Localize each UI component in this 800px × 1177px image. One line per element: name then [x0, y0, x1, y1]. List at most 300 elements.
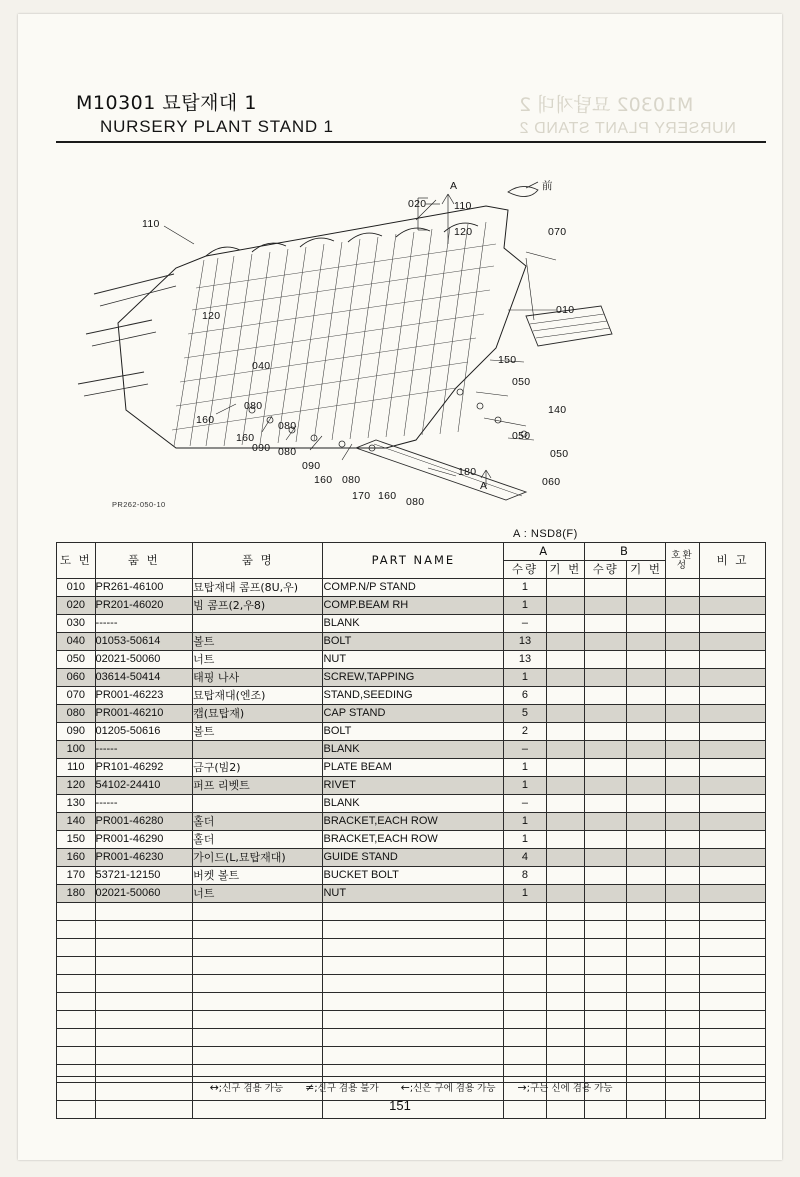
cell-qty-b [585, 831, 627, 849]
cell-empty [546, 1011, 584, 1029]
callout-050-a: 050 [512, 376, 531, 388]
cell-qty-b [585, 759, 627, 777]
cell-empty [95, 1011, 193, 1029]
table-empty-row [57, 903, 766, 921]
compatibility-legend [56, 1076, 766, 1097]
th-compat [665, 543, 699, 579]
cell-empty [700, 1011, 766, 1029]
cell-empty [665, 903, 699, 921]
cell-name-en: COMP.N/P STAND [323, 579, 504, 597]
cell-empty [504, 957, 546, 975]
cell-ref: 070 [57, 687, 96, 705]
cell-empty [95, 957, 193, 975]
cell-qty-a: – [504, 615, 546, 633]
callout-160-b: 160 [236, 432, 255, 444]
cell-empty [585, 903, 627, 921]
cell-empty [193, 975, 323, 993]
cell-part-no: PR001-46223 [95, 687, 193, 705]
cell-empty [546, 903, 584, 921]
cell-qty-b [585, 633, 627, 651]
table-row [57, 597, 766, 615]
th-remark: 비 고 [700, 543, 766, 579]
cell-qty-b [585, 741, 627, 759]
table-row [57, 579, 766, 597]
table-row [57, 615, 766, 633]
table-row [57, 759, 766, 777]
cell-qty-b [585, 813, 627, 831]
title-divider [56, 141, 766, 143]
cell-part-no: PR261-46100 [95, 579, 193, 597]
cell-name-en: PLATE BEAM [323, 759, 504, 777]
callout-080-d: 080 [342, 474, 361, 486]
callout-080-a: 080 [244, 400, 263, 412]
cell-empty [57, 993, 96, 1011]
cell-mark-b [627, 741, 665, 759]
cell-name-ko: 묘탑재대 콤프(8U,우) [193, 579, 323, 597]
cell-empty [323, 1047, 504, 1065]
cell-remark [700, 615, 766, 633]
cell-ref: 090 [57, 723, 96, 741]
cell-qty-b [585, 651, 627, 669]
callout-010: 010 [556, 304, 575, 316]
cell-empty [57, 939, 96, 957]
cell-mark-b [627, 831, 665, 849]
cell-mark-b [627, 759, 665, 777]
cell-empty [627, 921, 665, 939]
table-row [57, 813, 766, 831]
cell-part-no: 53721-12150 [95, 867, 193, 885]
cell-remark [700, 813, 766, 831]
cell-qty-a: 1 [504, 885, 546, 903]
callout-160-d: 160 [378, 490, 397, 502]
cell-qty-b [585, 849, 627, 867]
cell-name-en: NUT [323, 885, 504, 903]
cell-empty [585, 957, 627, 975]
cell-mark-b [627, 597, 665, 615]
cell-part-no: PR001-46280 [95, 813, 193, 831]
cell-remark [700, 723, 766, 741]
cell-name-ko: 태핑 나사 [193, 669, 323, 687]
cell-compat [665, 741, 699, 759]
cell-mark-a [546, 651, 584, 669]
th-group-b: B [585, 543, 666, 561]
cell-qty-a: 5 [504, 705, 546, 723]
page-title-english: NURSERY PLANT STAND 1 [100, 117, 334, 136]
cell-ref: 050 [57, 651, 96, 669]
cell-name-en: BRACKET,EACH ROW [323, 831, 504, 849]
cell-empty [546, 975, 584, 993]
cell-qty-b [585, 867, 627, 885]
table-empty-row [57, 921, 766, 939]
cell-part-no: PR001-46210 [95, 705, 193, 723]
cell-name-en: BRACKET,EACH ROW [323, 813, 504, 831]
callout-090-b: 090 [302, 460, 321, 472]
cell-empty [504, 1047, 546, 1065]
th-qty-b: 수량 [585, 561, 627, 579]
table-row [57, 831, 766, 849]
cell-empty [323, 1011, 504, 1029]
cell-part-no: 01053-50614 [95, 633, 193, 651]
cell-part-no: PR101-46292 [95, 759, 193, 777]
page-title-korean: M10301 묘탑재대 1 [76, 92, 257, 114]
cell-empty [665, 957, 699, 975]
cell-remark [700, 777, 766, 795]
table-row [57, 777, 766, 795]
cell-mark-a [546, 759, 584, 777]
th-part-no: 품 번 [95, 543, 193, 579]
parts-table-body [57, 579, 766, 1119]
cell-part-no: 54102-24410 [95, 777, 193, 795]
cell-empty [95, 1029, 193, 1047]
cell-empty [95, 993, 193, 1011]
cell-mark-a [546, 741, 584, 759]
drawing-number: PR262-050-10 [112, 500, 166, 509]
table-empty-row [57, 993, 766, 1011]
legend-text: ;신은 구에 겸용 가능 [409, 1083, 496, 1094]
cell-empty [95, 975, 193, 993]
cell-remark [700, 597, 766, 615]
cell-mark-b [627, 795, 665, 813]
cell-remark [700, 705, 766, 723]
cell-empty [504, 975, 546, 993]
parts-table-head [57, 543, 766, 579]
legend-symbol-icon: ← [400, 1081, 410, 1094]
cell-empty [193, 939, 323, 957]
table-row [57, 669, 766, 687]
callout-050-b: 050 [512, 430, 531, 442]
cell-empty [627, 1011, 665, 1029]
cell-empty [504, 1029, 546, 1047]
cell-empty [627, 957, 665, 975]
cell-qty-b [585, 579, 627, 597]
callout-120-top: 120 [454, 226, 473, 238]
cell-mark-b [627, 669, 665, 687]
table-row [57, 633, 766, 651]
cell-ref: 130 [57, 795, 96, 813]
cell-compat [665, 633, 699, 651]
cell-qty-b [585, 705, 627, 723]
cell-remark [700, 633, 766, 651]
section-letter-top: A [450, 180, 458, 192]
cell-name-en: COMP.BEAM RH [323, 597, 504, 615]
cell-name-en: BOLT [323, 633, 504, 651]
cell-qty-b [585, 669, 627, 687]
cell-empty [665, 921, 699, 939]
callout-080-c: 080 [278, 446, 297, 458]
cell-empty [323, 903, 504, 921]
callout-180: 180 [458, 466, 477, 478]
cell-remark [700, 651, 766, 669]
cell-mark-a [546, 867, 584, 885]
legend-symbol-icon: → [517, 1081, 527, 1094]
cell-name-ko [193, 615, 323, 633]
cell-empty [627, 903, 665, 921]
cell-empty [95, 1047, 193, 1065]
cell-compat [665, 759, 699, 777]
cell-mark-b [627, 723, 665, 741]
cell-mark-b [627, 579, 665, 597]
cell-name-ko: 너트 [193, 651, 323, 669]
cell-remark [700, 849, 766, 867]
cell-empty [57, 903, 96, 921]
legend-item [401, 1080, 496, 1094]
table-row [57, 651, 766, 669]
cell-mark-a [546, 705, 584, 723]
table-row [57, 741, 766, 759]
cell-ref: 110 [57, 759, 96, 777]
cell-empty [193, 1011, 323, 1029]
callout-090-a: 090 [252, 442, 271, 454]
cell-mark-b [627, 615, 665, 633]
cell-mark-a [546, 777, 584, 795]
cell-empty [585, 1011, 627, 1029]
cell-remark [700, 795, 766, 813]
table-row [57, 795, 766, 813]
cell-qty-b [585, 687, 627, 705]
cell-qty-b [585, 615, 627, 633]
cell-empty [95, 921, 193, 939]
cell-empty [193, 921, 323, 939]
cell-mark-b [627, 849, 665, 867]
cell-empty [193, 993, 323, 1011]
cell-empty [585, 939, 627, 957]
cell-empty [700, 1047, 766, 1065]
th-mark-b: 기 번 [627, 561, 665, 579]
cell-empty [585, 921, 627, 939]
cell-name-en: NUT [323, 651, 504, 669]
cell-qty-a: 6 [504, 687, 546, 705]
cell-ref: 120 [57, 777, 96, 795]
cell-ref: 060 [57, 669, 96, 687]
cell-name-ko: 캡(묘탑재) [193, 705, 323, 723]
cell-name-ko: 금구(빔2) [193, 759, 323, 777]
callout-140: 140 [548, 404, 567, 416]
cell-qty-b [585, 795, 627, 813]
cell-part-no: 02021-50060 [95, 651, 193, 669]
table-empty-row [57, 1047, 766, 1065]
cell-compat [665, 705, 699, 723]
cell-ref: 100 [57, 741, 96, 759]
th-ref: 도 번 [57, 543, 96, 579]
cell-part-no: 02021-50060 [95, 885, 193, 903]
cell-mark-a [546, 849, 584, 867]
page-sheet [18, 14, 782, 1160]
cell-mark-a [546, 669, 584, 687]
cell-empty [627, 993, 665, 1011]
cell-qty-b [585, 885, 627, 903]
cell-part-no: PR201-46020 [95, 597, 193, 615]
cell-empty [57, 1047, 96, 1065]
cell-compat [665, 849, 699, 867]
table-row [57, 687, 766, 705]
cell-mark-a [546, 597, 584, 615]
cell-empty [323, 1029, 504, 1047]
cell-name-ko: 버켓 볼트 [193, 867, 323, 885]
cell-name-ko: 홀더 [193, 813, 323, 831]
cell-empty [323, 975, 504, 993]
callout-120-left: 120 [202, 310, 221, 322]
cell-remark [700, 759, 766, 777]
cell-empty [585, 1029, 627, 1047]
cell-compat [665, 885, 699, 903]
cell-name-ko: 퍼프 리벳트 [193, 777, 323, 795]
cell-mark-b [627, 885, 665, 903]
cell-empty [193, 957, 323, 975]
cell-empty [546, 939, 584, 957]
legend-item [518, 1080, 613, 1094]
callout-080-b: 080 [278, 420, 297, 432]
cell-qty-a: 1 [504, 669, 546, 687]
cell-empty [546, 1029, 584, 1047]
table-header-row-1 [57, 543, 766, 561]
cell-mark-b [627, 687, 665, 705]
cell-empty [700, 939, 766, 957]
cell-part-no: ------ [95, 741, 193, 759]
a-spec-note: A : NSD8(F) [513, 528, 578, 540]
cell-name-en: BUCKET BOLT [323, 867, 504, 885]
cell-compat [665, 777, 699, 795]
cell-part-no: 03614-50414 [95, 669, 193, 687]
callout-160-c: 160 [314, 474, 333, 486]
cell-compat [665, 669, 699, 687]
table-row [57, 705, 766, 723]
cell-empty [323, 993, 504, 1011]
cell-empty [504, 903, 546, 921]
cell-mark-b [627, 651, 665, 669]
cell-empty [700, 975, 766, 993]
title-block [76, 88, 696, 137]
cell-name-en: BLANK [323, 795, 504, 813]
table-row [57, 849, 766, 867]
cell-part-no: PR001-46290 [95, 831, 193, 849]
cell-empty [193, 1047, 323, 1065]
cell-mark-a [546, 633, 584, 651]
cell-qty-a: 13 [504, 651, 546, 669]
ghost-title-ko: M10302 묘탑재대 2 [519, 94, 694, 116]
cell-empty [504, 1011, 546, 1029]
cell-mark-a [546, 885, 584, 903]
cell-ref: 020 [57, 597, 96, 615]
exploded-parts-illustration [56, 148, 768, 526]
cell-name-ko [193, 741, 323, 759]
page-number: 151 [389, 1098, 411, 1113]
cell-empty [585, 1047, 627, 1065]
callout-020: 020 [408, 198, 427, 210]
cell-empty [504, 993, 546, 1011]
cell-qty-a: 1 [504, 579, 546, 597]
cell-empty [504, 921, 546, 939]
cell-empty [546, 957, 584, 975]
section-letter-bottom: A [480, 480, 488, 492]
cell-compat [665, 867, 699, 885]
cell-remark [700, 831, 766, 849]
cell-ref: 080 [57, 705, 96, 723]
cell-ref: 140 [57, 813, 96, 831]
cell-name-ko: 너트 [193, 885, 323, 903]
callout-070: 070 [548, 226, 567, 238]
cell-mark-a [546, 831, 584, 849]
cell-mark-b [627, 705, 665, 723]
cell-remark [700, 687, 766, 705]
cell-empty [95, 903, 193, 921]
cell-empty [95, 939, 193, 957]
cell-mark-a [546, 723, 584, 741]
cell-mark-b [627, 813, 665, 831]
cell-empty [323, 957, 504, 975]
cell-empty [585, 975, 627, 993]
cell-qty-a: 1 [504, 597, 546, 615]
cell-empty [323, 921, 504, 939]
cell-qty-b [585, 777, 627, 795]
cell-name-en: RIVET [323, 777, 504, 795]
cell-empty [627, 1029, 665, 1047]
cell-mark-a [546, 579, 584, 597]
cell-qty-a: – [504, 795, 546, 813]
cell-compat [665, 579, 699, 597]
cell-empty [627, 975, 665, 993]
cell-mark-b [627, 867, 665, 885]
cell-qty-a: – [504, 741, 546, 759]
th-qty-a: 수량 [504, 561, 546, 579]
cell-qty-b [585, 723, 627, 741]
cell-empty [700, 921, 766, 939]
table-empty-row [57, 1011, 766, 1029]
cell-qty-a: 13 [504, 633, 546, 651]
cell-empty [57, 921, 96, 939]
cell-ref: 040 [57, 633, 96, 651]
legend-symbol-icon: ↔ [209, 1081, 219, 1094]
callout-040: 040 [252, 360, 271, 372]
cell-name-en: STAND,SEEDING [323, 687, 504, 705]
callout-080-e: 080 [406, 496, 425, 508]
cell-name-ko: 묘탑재대(엔조) [193, 687, 323, 705]
cell-qty-b [585, 597, 627, 615]
cell-name-ko: 홀더 [193, 831, 323, 849]
cell-ref: 180 [57, 885, 96, 903]
cell-qty-a: 8 [504, 867, 546, 885]
table-empty-row [57, 939, 766, 957]
cell-name-ko [193, 795, 323, 813]
cell-mark-a [546, 615, 584, 633]
cell-mark-a [546, 813, 584, 831]
cell-compat [665, 795, 699, 813]
legend-item [305, 1080, 379, 1094]
th-name-ko: 품 명 [193, 543, 323, 579]
cell-name-ko: 볼트 [193, 633, 323, 651]
cell-empty [665, 1011, 699, 1029]
cell-empty [323, 939, 504, 957]
cell-compat [665, 651, 699, 669]
cell-empty [193, 1029, 323, 1047]
callout-150: 150 [498, 354, 517, 366]
ghost-title-en: NURSERY PLANT STAND 2 [519, 120, 736, 137]
legend-text: ;신구 겸용 가능 [218, 1083, 284, 1094]
th-compat-text: 호환성 [671, 549, 694, 571]
cell-ref: 010 [57, 579, 96, 597]
cell-ref: 170 [57, 867, 96, 885]
cell-empty [665, 1047, 699, 1065]
table-row [57, 885, 766, 903]
cell-empty [665, 993, 699, 1011]
cell-part-no: ------ [95, 795, 193, 813]
cell-name-ko: 볼트 [193, 723, 323, 741]
table-row [57, 723, 766, 741]
table-empty-row [57, 1029, 766, 1047]
cell-remark [700, 741, 766, 759]
th-mark-a: 기 번 [546, 561, 584, 579]
cell-remark [700, 885, 766, 903]
cell-empty [665, 1029, 699, 1047]
